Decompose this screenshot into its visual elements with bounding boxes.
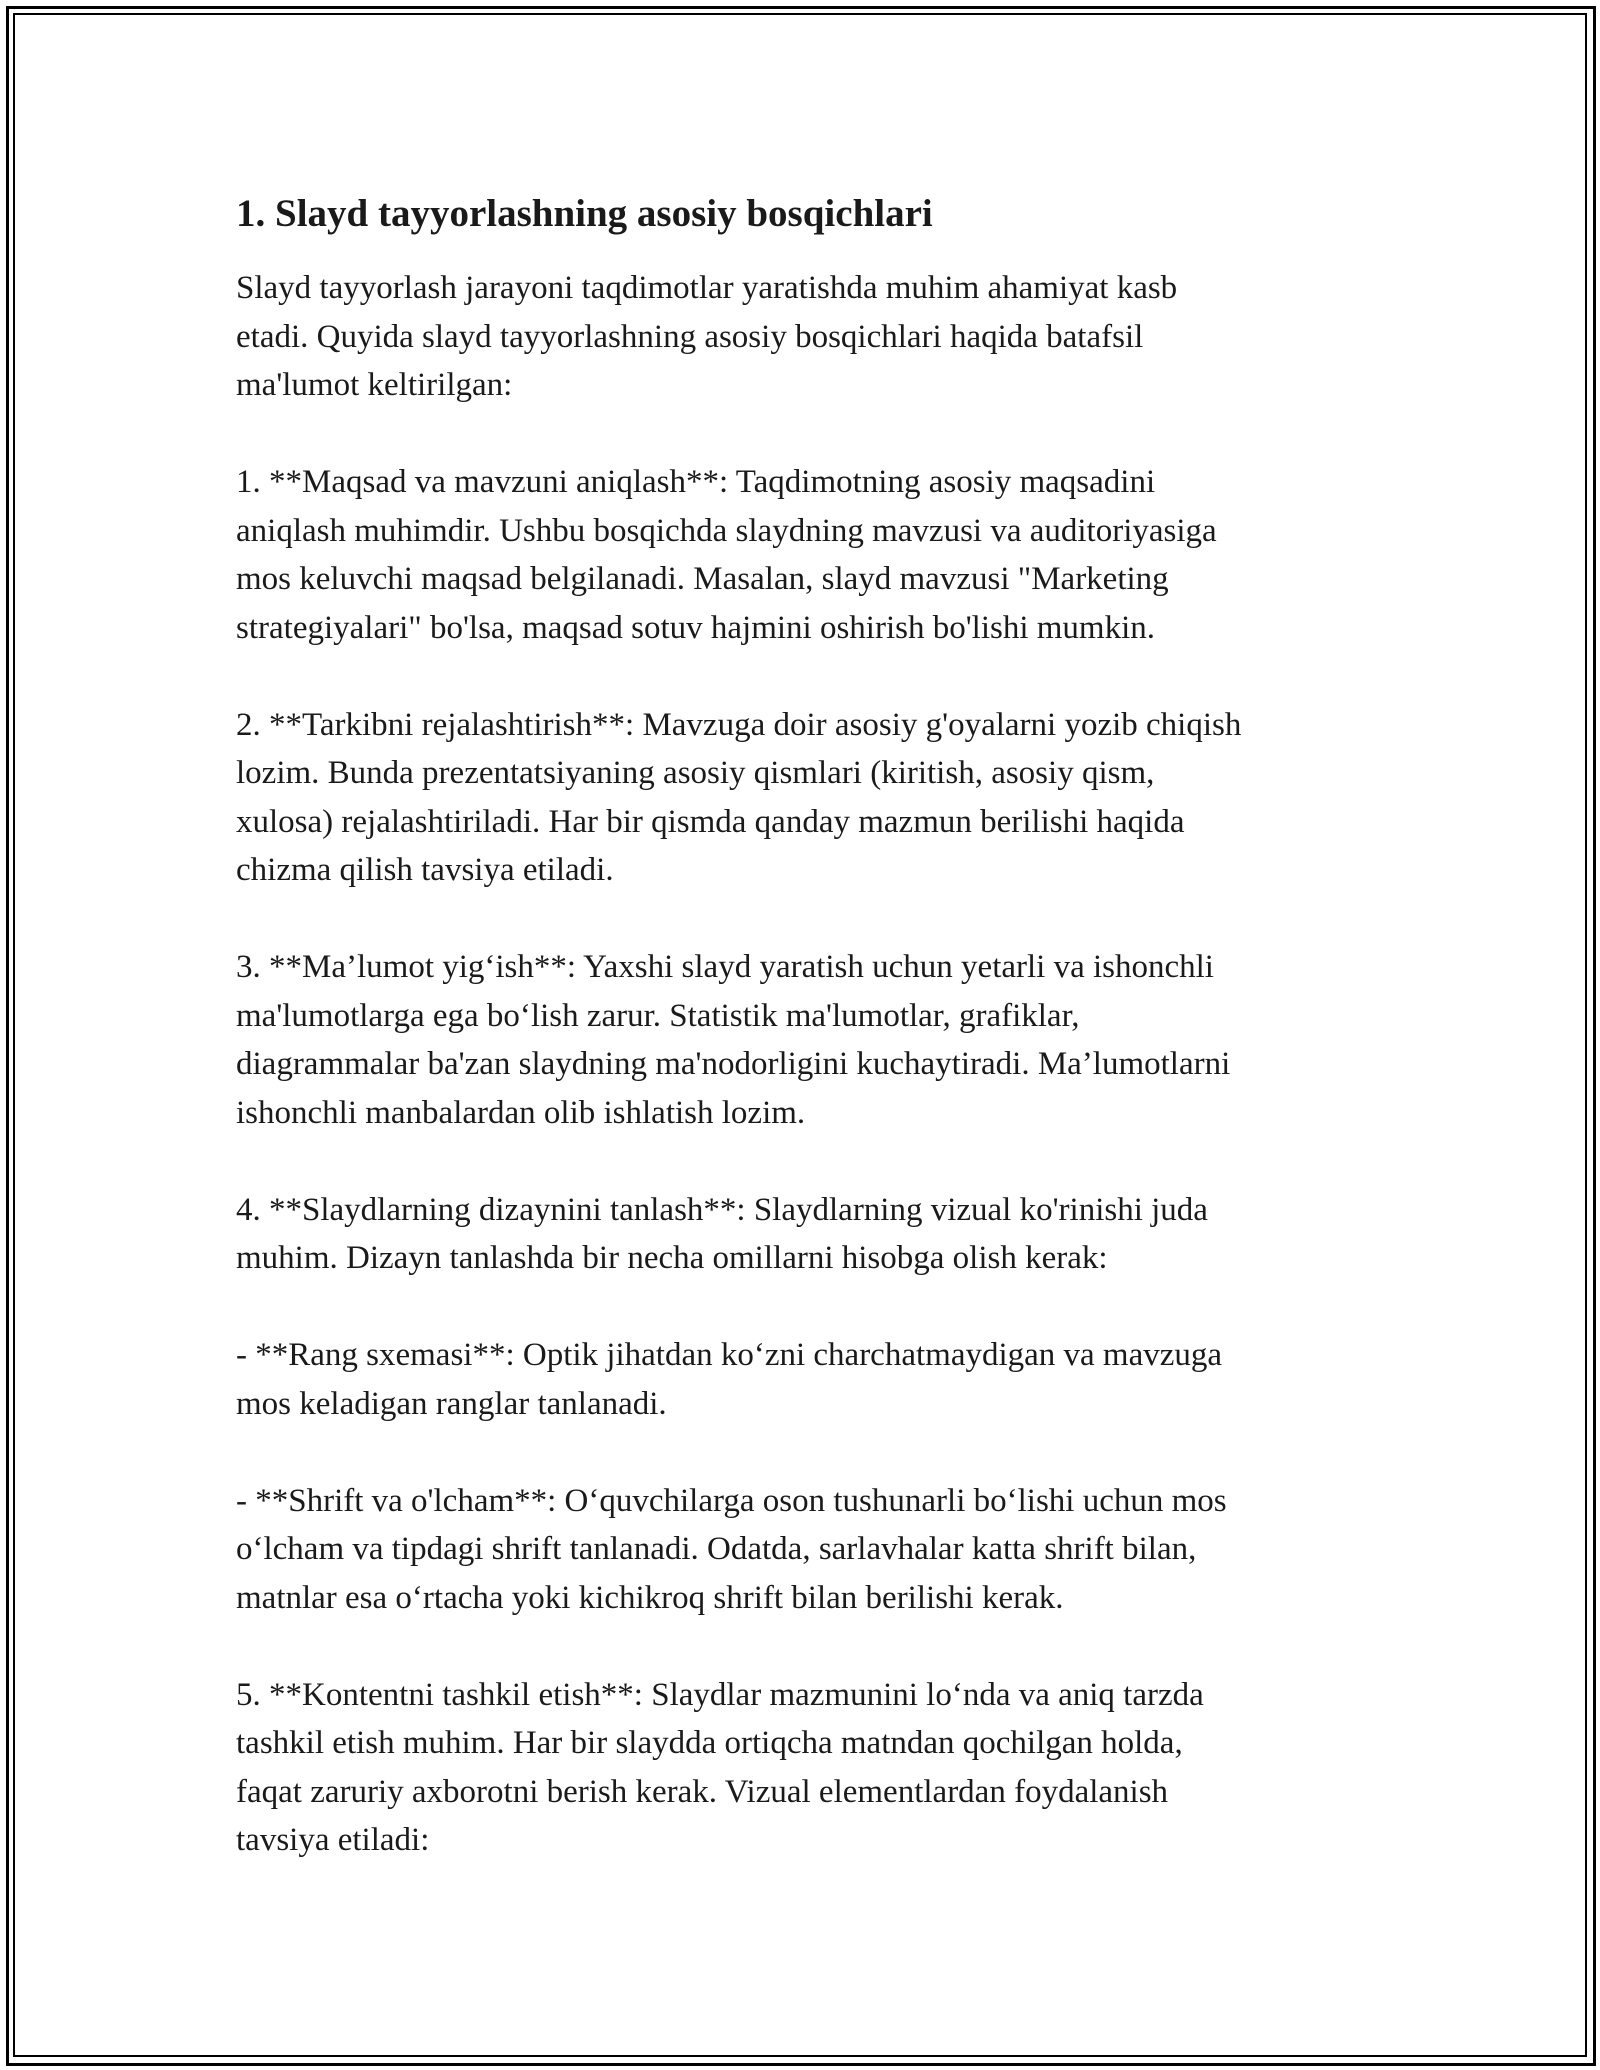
step-4-paragraph: 4. **Slaydlarning dizaynini tanlash**: Slaydlarning vizual ko'rinishi juda muhim. Dizayn tanlashda bir necha omillarni hisobga olish kerak: bbox=[236, 1191, 1208, 1276]
step-1-paragraph: 1. **Maqsad va mavzuni aniqlash**: Taqdimotning asosiy maqsadini aniqlash muhimdir. Ushbu bosqichda slaydning mavzusi va auditoriyasiga mos keluvchi maqsad belgilanadi. Masalan, slayd mavzusi "Marketing strategiyalari" bo'lsa, maqsad sotuv hajmini oshirish bo'lishi mumkin. bbox=[236, 464, 1217, 646]
step-2-paragraph: 2. **Tarkibni rejalashtirish**: Mavzuga doir asosiy g'oyalarni yozib chiqish lozim. Bunda prezentatsiyaning asosiy qismlari (kiritish, asosiy qism, xulosa) rejalashtiriladi. Har bir qismda qanday mazmun berilishi haqida chizma qilish tavsiya etiladi. bbox=[236, 706, 1242, 888]
step-3-paragraph: 3. **Ma’lumot yig‘ish**: Yaxshi slayd yaratish uchun yetarli va ishonchli ma'lumotlarga ega bo‘lish zarur. Statistik ma'lumotlar, grafiklar, diagrammalar ba'zan slaydning ma'nodorligini kuchaytiradi. Ma’lumotlarni ishonchli manbalardan olib ishlatish lozim. bbox=[236, 949, 1231, 1131]
step-4-color-scheme-item: - **Rang sxemasi**: Optik jihatdan ko‘zni charchatmaydigan va mavzuga mos keladigan ranglar tanlanadi. bbox=[236, 1337, 1223, 1422]
step-4-font-size-item: - **Shrift va o'lcham**: O‘quvchilarga oson tushunarli bo‘lishi uchun mos o‘lcham va tipdagi shrift tanlanadi. Odatda, sarlavhalar katta shrift bilan, matnlar esa o‘rtacha yoki kichikroq shrift bilan berilishi kerak. bbox=[236, 1482, 1227, 1616]
document-body bbox=[236, 190, 1396, 1913]
intro-paragraph: Slayd tayyorlash jarayoni taqdimotlar yaratishda muhim ahamiyat kasb etadi. Quyida slayd tayyorlashning asosiy bosqichlari haqida batafsil ma'lumot keltirilgan: bbox=[236, 270, 1178, 403]
document-title: 1. Slayd tayyorlashning asosiy bosqichlari bbox=[236, 192, 933, 235]
step-5-paragraph: 5. **Kontentni tashkil etish**: Slaydlar mazmunini lo‘nda va aniq tarzda tashkil etish muhim. Har bir slaydda ortiqcha matndan qochilgan holda, faqat zaruriy axborotni berish kerak. Vizual elementlardan foydalanish tavsiya etiladi: bbox=[236, 1676, 1204, 1858]
